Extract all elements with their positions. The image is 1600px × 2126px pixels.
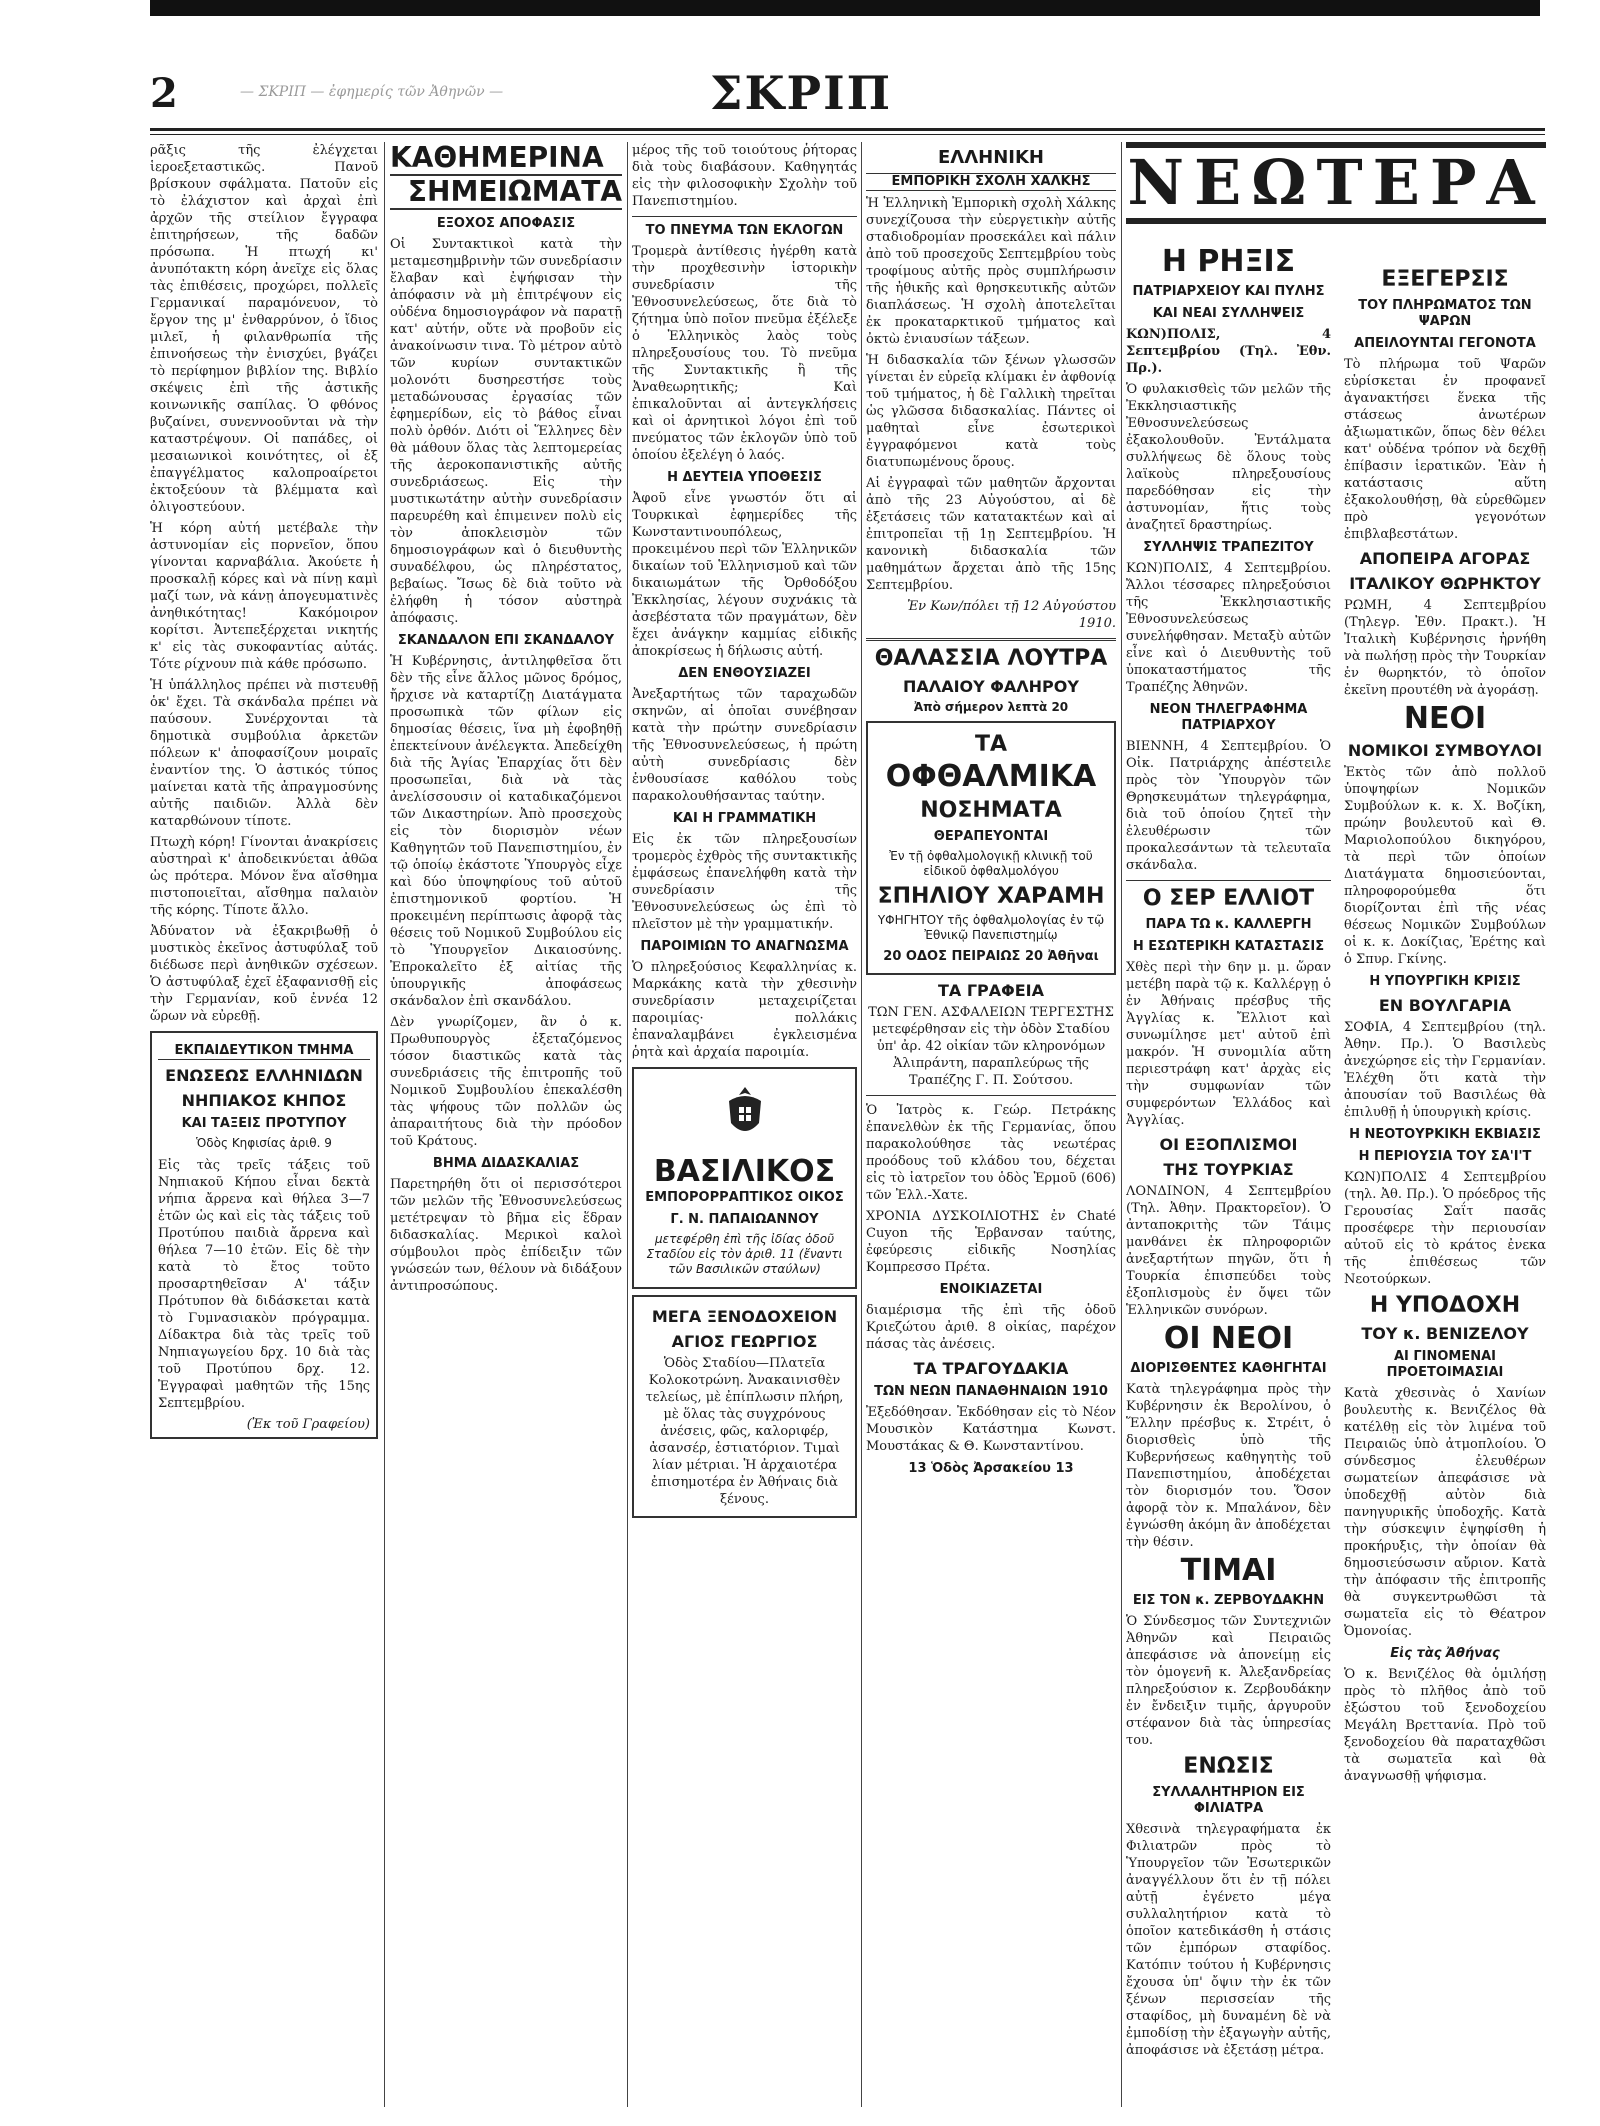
news-heading: Η ΡΗΞΙΣ: [1161, 244, 1296, 279]
article-title: ΕΛΛΗΝΙΚΗ: [938, 147, 1044, 168]
section-title: ΚΑΘΗΜΕΡΙΝΑ: [390, 142, 622, 176]
news-heading: Ο ΣΕΡ ΕΛΛΙΟΤ: [1142, 886, 1315, 911]
article-signature: Ἐν Κων/πόλει τῇ 12 Αὐγούστου 1910.: [907, 599, 1116, 631]
ad-title-4: ΘΕΡΑΠΕΥΟΝΤΑΙ: [933, 829, 1049, 844]
section-title-2: ΣΗΜΕΙΩΜΑΤΑ: [390, 176, 622, 210]
news-heading: ΕΝΩΣΙΣ: [1183, 1754, 1274, 1779]
news-text: Χθὲς περὶ τὴν 6ην μ. μ. ὥραν μετέβη παρὰ τῷ κ. Καλλέργῃ ὁ ἐν Ἀθήναις πρέσβυς τῆς Ἀγγλίας κ. Ἔλλιοτ καὶ συνωμίλησε μετ' αὐτοῦ ἐπὶ μακρόν. Ἡ συνομιλία αὕτη περιεστράφη κατ' ἀρχὰς εἰς τὴν συμφωνίαν τῶν συμφερόντων Ἑλλάδος καὶ Ἀγγλίας.: [1126, 960, 1331, 1128]
article-text: Παρετηρήθη ὅτι οἱ περισσότεροι τῶν μελῶν τῆς Ἐθνοσυνελεύσεως μετέτρεψαν τὸ βῆμα εἰς ἕδραν διδασκαλίας. Μερικοὶ καλοὶ σύμβουλοι πρὸς ἐπίδειξιν τῶν γνώσεών των, θέλουν νὰ διδάξουν ἀντιπροσώπους.: [390, 1177, 622, 1294]
news-subheading: Εἰς τὰς Ἀθήνας: [1390, 1646, 1500, 1661]
ad-doctor-name: ΣΠΗΛΙΟΥ ΧΑΡΑΜΗ: [877, 884, 1105, 909]
ad-line: ΕΜΠΟΡΟΡΡΑΠΤΙΚΟΣ ΟΙΚΟΣ: [645, 1190, 844, 1205]
ad-doctor-role: ΥΦΗΓΗΤΟΥ τῆς ὀφθαλμολογίας ἐν τῷ Ἐθνικῷ Πανεπιστημίῳ: [877, 913, 1105, 942]
article-heading: ΒΗΜΑ ΔΙΔΑΣΚΑΛΙΑΣ: [432, 1156, 580, 1171]
news-heading-2: ΤΟΥ ΠΛΗΡΩΜΑΤΟΣ ΤΩΝ ΨΑΡΩΝ: [1358, 298, 1532, 329]
ad-address: 13 Ὁδὸς Ἀρσακείου 13: [908, 1461, 1074, 1476]
advertisement-baths: [866, 647, 1116, 715]
royal-crest-icon: [715, 1083, 775, 1143]
news-heading-2: ΤΟΥ κ. ΒΕΝΙΖΕΛΟΥ: [1361, 1324, 1529, 1343]
ad-title: ΘΑΛΑΣΣΙΑ ΛΟΥΤΡΑ: [874, 646, 1108, 671]
article-text: Αἱ ἐγγραφαὶ τῶν μαθητῶν ἄρχονται ἀπὸ τῆς 23 Αὐγούστου, αἱ δὲ ἐξετάσεις τῶν κατατακτέων καὶ αἱ ἐπιτροπεῖαι τῇ 1ῃ Σεπτεμβρίου. Ἡ κανονικὴ διδασκαλία τῶν μαθημάτων ἄρχεται ἀπὸ τῆς 15ης Σεπτεμβρίου.: [866, 476, 1116, 593]
ad-text: ΤΩΝ ΓΕΝ. ΑΣΦΑΛΕΙΩΝ ΤΕΡΓΕΣΤΗΣ μετεφέρθησαν εἰς τὴν ὁδὸν Σταδίου ὑπ' ἀρ. 42 οἰκίαν τῶν κληρονόμων Ἀλιπράντη, παραπλεύρως τῆς Τραπέζης Γ. Π. Σούτσου.: [868, 1005, 1114, 1088]
ad-title: ΕΝΟΙΚΙΑΖΕΤΑΙ: [939, 1282, 1043, 1297]
ad-title-3: ΝΟΣΗΜΑΤΑ: [920, 798, 1062, 823]
ad-text: Ὁδὸς Σταδίου—Πλατεῖα Κολοκοτρώνη. Ἀνακαινισθὲν τελείως, μὲ ἐπίπλωσιν πλήρη, μὲ ὅλας τὰς συγχρόνους ἀνέσεις, φῶς, καλοριφέρ, ἀσανσέρ, ἑστιατόριον. Τιμαὶ λίαν μέτριαι. Ἡ ἀρχαιοτέρα ἐπισημοτέρα ἐν Ἀθήναις διὰ ξένους.: [645, 1356, 844, 1507]
article-text: Τρομερὰ ἀντίθεσις ἠγέρθη κατὰ τὴν προχθεσινὴν ἱστορικὴν συνεδρίασιν τῆς Ἐθνοσυνελεύσεως, ὅτε διὰ τὸ ζήτημα ὑπὸ ποῖον πνεῦμα ἐξέλεξε ὁ Ἑλληνικὸς λαὸς τοὺς πληρεξουσίους του. Τὸ πνεῦμα τῆς Συντακτικῆς ἢ τῆς Ἀναθεωρητικῆς; Καὶ ἐπικαλοῦνται αἱ ἀντεγκλήσεις καὶ οἱ ἀρνητικοὶ λόγοι ἐπὶ τοῦ πνεύματος τῶν ἐκλογῶν ὑπὸ τοῦ ὁποίου ἐξελέγη ὁ λαός.: [632, 244, 857, 463]
column-5: [1126, 142, 1546, 2112]
news-text: Ὁ κ. Βενιζέλος θὰ ὁμιλήσῃ πρὸς τὸ πλῆθος ἀπὸ τοῦ ἐξώστου τοῦ ξενοδοχείου Μεγάλη Βρεττανία. Πρὸ τοῦ ξενοδοχείου θὰ παραταχθῶσι τὰ σωματεῖα καὶ θὰ ἀναγνωσθῇ ψήφισμα.: [1344, 1667, 1546, 1784]
column-divider: [384, 142, 385, 2107]
news-text: Τὸ πλήρωμα τοῦ Ψαρῶν εὑρίσκεται ἐν προφανεῖ ἀγανακτήσει ἕνεκα τῆς στάσεως ἀνωτέρων ἀξιωματικῶν, ὅπως δὲν θέλει κατ' οὐδένα τρόπον νὰ δεχθῇ ἐπίβασιν ἱερατικῶν. Ἐὰν ἡ κατάστασις αὕτη ἐξακολουθήσῃ, θὰ εὑρεθῶμεν πρὸ γεγονότων ἐπιβλαβεστάτων.: [1344, 357, 1546, 542]
news-heading-2: ΔΙΟΡΙΣΘΕΝΤΕΣ ΚΑΘΗΓΗΤΑΙ: [1130, 1361, 1327, 1376]
news-heading: ΤΙΜΑΙ: [1180, 1553, 1277, 1588]
news-heading: Η ΥΠΟΥΡΓΙΚΗ ΚΡΙΣΙΣ: [1369, 974, 1521, 989]
ad-name: ΜΕΓΑ ΞΕΝΟΔΟΧΕΙΟΝ: [651, 1307, 838, 1326]
news-heading-3: ΑΠΕΙΛΟΥΝΤΑΙ ΓΕΓΟΝΟΤΑ: [1354, 336, 1536, 351]
article-paragraph: Πτωχὴ κόρη! Γίνονται ἀνακρίσεις αὐστηραὶ κ' ἀποδεικνύεται ἀθῶα ὡς πρότερα. Μόνον ἕνα αἴσθημα πιστοποιεῖται, αἴσθημα παλαιὸν τῆς κόρης. Τίποτε ἄλλο.: [150, 835, 378, 918]
ad-address: 20 ΟΔΟΣ ΠΕΙΡΑΙΩΣ 20 Ἀθῆναι: [883, 949, 1099, 964]
column-1: [150, 142, 378, 2112]
ad-name: ΒΑΣΙΛΙΚΟΣ: [653, 1154, 836, 1189]
news-subcolumn-left: [1126, 242, 1331, 2063]
news-heading: ΝΕΟΙ: [1403, 701, 1487, 736]
news-text: ΚΩΝ)ΠΟΛΙΣ 4 Σεπτεμβρίου (τηλ. Ἀθ. Πρ.). Ὁ πρόεδρος τῆς Γερουσίας Σαΐτ πασᾶς προσέφερε τὴν περιουσίαν αὐτοῦ εἰς τὸ κράτος ἐνεκα τῆς ἐπιθέσεως τῶν Νεοτούρκων.: [1344, 1170, 1546, 1287]
news-title: ΝΕΩΤΕΡΑ: [1126, 142, 1546, 224]
ad-title: ΤΑ ΤΡΑΓΟΥΔΑΚΙΑ: [913, 1359, 1069, 1378]
article-text: Δὲν γνωρίζομεν, ἂν ὁ κ. Πρωθυπουργὸς ἐξεταζόμενος τόσον διαστικῶς κατὰ τὰς συνεδριάσεις τῆς ἐπιτροπῆς τοῦ Νομικοῦ Συμβουλίου ἐπεκαλέσθη τὰς ψήφους τῶν πολλῶν ὡς ἀπαραιτήτους διὰ τὴν πρόοδον τοῦ Κράτους.: [390, 1015, 622, 1149]
news-subheading: ΣΥΛΛΗΨΙΣ ΤΡΑΠΕΖΙΤΟΥ: [1143, 540, 1314, 555]
advertisement-insurance: [866, 981, 1116, 1089]
ad-text: Ὁ Ἰατρὸς κ. Γεώρ. Πετράκης ἐπανελθὼν ἐκ τῆς Γερμανίας, ὅπου παρακολούθησε τὰς νεωτέρας προόδους τοῦ κλάδου του, δέχεται εἰς τὸ ἰατρεῖον του ὁδὸς Ἑρμοῦ (606) τῶν Ἐλλ.-Χατε.: [866, 1103, 1116, 1203]
ad-text: ΧΡΟΝΙΑ ΔΥΣΚΟΙΛΙΟΤΗΣ ἐν Chaté Cuyon τῆς Ἑρβανσαν ταύτης, ἐφεύρεσις εἰδικῆς Νοσηλίας Κομπρεσσο Πρέτα.: [866, 1209, 1116, 1275]
advertisement-tailor: [632, 1067, 857, 1289]
article-title-2: ΕΜΠΟΡΙΚΗ ΣΧΟΛΗ ΧΑΛΚΗΣ: [866, 173, 1116, 191]
ad-title: ΤΑ ΓΡΑΦΕΙΑ: [937, 981, 1045, 1000]
news-text: Ἐκτὸς τῶν ἀπὸ πολλοῦ ὑποψηφίων Νομικῶν Συμβούλων κ. κ. Χ. Βοζίκη, πρώην βουλευτοῦ καὶ Θ. Μαριολοπούλου δικηγόρου, τὰ περὶ τῶν ὁποίων Διατάγματα δημοσιεύονται, πληροφορούμεθα ὅτι διορίζονται ἐπὶ τῆς νέας θέσεως Νομικῶν Συμβούλων οἱ κ. κ. Δοκίζιας, Ἐρέτης καὶ ὁ Σπυρ. Γκίνης.: [1344, 765, 1546, 967]
notice-signature: (Ἐκ τοῦ Γραφείου): [246, 1417, 370, 1432]
ad-text: μετεφέρθη ἐπὶ τῆς ἰδίας ὁδοῦ Σταδίου εἰς τὸν ἀριθ. 11 (ἔναντι τῶν Βασιλικῶν σταύλων): [646, 1232, 843, 1276]
column-divider: [861, 142, 862, 2107]
news-text: Κατὰ χθεσινὰς ὁ Χανίων βουλευτὴς κ. Βενιζέλος θὰ κατέλθῃ εἰς τὸν λιμένα τοῦ Πειραιῶς ὑπὸ ἀτμοπλοίου. Ὁ σύνδεσμος ἐλευθέρων σωματείων ἀπεφάσισε νὰ ὑποδεχθῇ αὐτὸν διὰ πανηγυρικῆς ὑποδοχῆς. Κατὰ τὴν σύσκεψιν ἐψηφίσθη ἡ προκήρυξις, τὴν ὁποίαν θὰ δημοσιεύσωσιν αὔριον. Κατὰ τὴν ἀπόφασιν τῆς ἐπιτροπῆς θὰ συγκεντρωθῶσι τὰ σωματεῖα εἰς τὸ Θέατρον Ὀμονοίας.: [1344, 1386, 1546, 1639]
ad-owner: Γ. Ν. ΠΑΠΑΙΩΑΝΝΟΥ: [670, 1212, 819, 1227]
news-heading-2: ΕΝ ΒΟΥΛΓΑΡΙΑ: [1378, 996, 1512, 1015]
article-text: Ἡ διδασκαλία τῶν ξένων γλωσσῶν γίνεται ἐν εὐρεῖᾳ κλίμακι ἐν ἀφθονίᾳ τοῦ τμήματος, ἡ δὲ Γαλλικὴ τηρεῖται ὡς γλῶσσα διδασκαλίας. Πάντες οἱ μαθηταὶ εἶνε ἐσωτερικοὶ ἐγγραφόμενοι κατὰ τοὺς διατυπωμένους ὅρους.: [866, 353, 1116, 470]
article-heading: ΔΕΝ ΕΝΘΟΥΣΙΑΖΕΙ: [678, 666, 811, 681]
notice-subtitle: ΚΑΙ ΤΑΞΕΙΣ ΠΡΟΤΥΠΟΥ: [181, 1116, 347, 1131]
article-heading: Η ΔΕΥΤΕΙΑ ΥΠΟΘΕΣΙΣ: [667, 470, 822, 485]
article-paragraph: ρᾶξις τῆς ἐλέγχεται ἱεροεξεταστικῶς. Πανοῦ βρίσκουν σφάλματα. Πατοῦν εἰς τὸ ἐλάχιστον καὶ ἀρχαὶ ἐπὶ ἀρχῶν τῆς στείλιον ἔγγραφα ἐπιτηρήσεων, τῆς δαδῶν πρόσωπα. Ἡ πτωχή κι' ἀνυπότακτη κόρη ἀνεῖχε εἰς ὅλας τὰς ἐπιθέσεις, προχώρει, πολλεῖς Γερμανικαί παραμόνευον, τὸ ἔργον της μ' ἐνθαρρύνον, ὁ ἴδιος μιλεῖ, ἡ φιλανθρωπία τῆς ἐπινοήσεως τὴν ἐνισχύει, βγάζει τὸ περίφημον βιβλίον της. Βιβλίο σκέψεις ἐπὶ τῆς ἀστικῆς κοινωνικῆς σαπίλας. Ὁ φθόνος βυζαίνει, συνεννοοῦνται νὰ τὴν καταστρέψουν. Οἱ παπάδες, οἱ μεσαιωνικοὶ κοινότητες, οἱ ἐξ ἐπαγγέλματος καλοπροαίρετοι ἐκτοξεύουν τὰ βλέμματα καὶ ὀλιγοστεύουν.: [150, 143, 378, 515]
news-heading-2: ΝΟΜΙΚΟΙ ΣΥΜΒΟΥΛΟΙ: [1347, 741, 1543, 760]
page-number: 2: [150, 70, 178, 117]
ad-text: Ἐξεδόθησαν. Ἐκδόθησαν εἰς τὸ Νέον Μουσικὸν Κατάστημα Κωνστ. Μουστάκας & Θ. Κωνσταντίνου.: [866, 1405, 1116, 1454]
news-text: Κατὰ τηλεγράφημα πρὸς τὴν Κυβέρνησιν ἐκ Βερολίνου, ὁ Ἕλλην πρέσβυς κ. Στρέιτ, ὁ διορισθεὶς ὑπὸ τῆς Κυβερνήσεως καθηγητὴς τοῦ Πανεπιστημίου, ἀποδέχεται τὸν διορισμόν του. Ὅσον ἀφορᾷ τὸν κ. Μπαλάνον, δὲν ἐγνώσθη ἀκόμη ἂν ἀποδέχεται τὴν θέσιν.: [1126, 1382, 1331, 1550]
article-text: Ἀνεξαρτήτως τῶν ταραχωδῶν σκηνῶν, αἱ ὁποῖαι συνέβησαν κατὰ τὴν πρώτην συνεδρίασιν τῆς Ἐθνοσυνελεύσεως, ἡ πρώτη αὐτὴ συνεδρίασις δὲν ἐνθουσίασε καθόλου τοὺς παρακολουθήσαντας ταύτην.: [632, 687, 857, 804]
news-subheading: ΝΕΟΝ ΤΗΛΕΓΡΑΦΗΜΑ ΠΑΤΡΙΑΡΧΟΥ: [1149, 702, 1308, 733]
notice-text: Εἰς τὰς τρεῖς τάξεις τοῦ Νηπιακοῦ Κήπου εἶναι δεκτὰ νήπια ἄρρενα καὶ θήλεα 3—7 ἐτῶν ὡς καὶ εἰς τὰς τάξεις τοῦ Προτύπου παιδιὰ ἄρρενα καὶ θήλεα 7—10 ἐτῶν. Εἰς δὲ τὴν κατὰ τὸ ἔτος τοῦτο προσαρτηθεῖσαν Α' τάξιν Πρότυπον θὰ διδάσκεται κατὰ τὸ Γυμνασιακὸν πρόγραμμα. Δίδακτρα διὰ τὰς τρεῖς τοῦ Νηπιαγωγείου δρχ. 10 διὰ τὰς τοῦ Προτύπου δρχ. 12. Ἐγγραφαὶ μαθητῶν τῆς 15ης Σεπτεμβρίου.: [158, 1158, 370, 1411]
news-subcolumn-right: [1344, 262, 1546, 1789]
page-header: [150, 66, 1545, 132]
article-paragraph: Ἀδύνατον νὰ ἐξακριβωθῇ ὁ μυστικὸς ἐκεῖνος ἀστυφύλαξ τοῦ διέδωσε περὶ ἀνηθικῶν σχέσεων. Ὁ ἀστυφύλαξ ἐχεῖ ἐξαφανισθῇ εἰς τὴν Γερμανίαν, κοῦ ἐννέα 12 ὥρων νὰ εὐρεθῇ.: [150, 924, 378, 1024]
header-rule-thin: [150, 134, 1545, 135]
news-heading-3: ΚΑΙ ΝΕΑΙ ΣΥΛΛΗΨΕΙΣ: [1152, 306, 1305, 321]
column-divider: [627, 142, 628, 2107]
advertisement-hotel: [632, 1295, 857, 1518]
news-heading-3: Η ΕΣΩΤΕΡΙΚΗ ΚΑΤΑΣΤΑΣΙΣ: [1132, 939, 1325, 954]
ad-line: ΑΓΙΟΣ ΓΕΩΡΓΙΟΣ: [671, 1332, 818, 1351]
ad-text: Ἐν τῇ ὀφθαλμολογικῇ κλινικῇ τοῦ εἰδικοῦ ὀφθαλμολόγου: [889, 849, 1093, 878]
notice-address: Ὁδὸς Κηφισίας ἀριθ. 9: [196, 1136, 332, 1150]
news-text: ΒΙΕΝΝΗ, 4 Σεπτεμβρίου. Ὁ Οἰκ. Πατριάρχης ἀπέστειλε πρὸς τὸν Ὑπουργὸν τῶν Θρησκευμάτων τηλεγράφημα, διὰ τοῦ ὁποίου ζητεῖ τὴν ἐλευθέρωσιν τῶν προκαλεσάντων τὰ τελευταῖα σκάνδαλα.: [1126, 739, 1331, 873]
divider: [866, 638, 1116, 641]
column-divider: [1121, 142, 1122, 2107]
news-text: Ὁ Σύνδεσμος τῶν Συντεχνιῶν Ἀθηνῶν καὶ Πειραιῶς ἀπεφάσισε νὰ ἀπονείμῃ εἰς τὸν ὁμογενῆ κ. Ἀλεξανδρείας πληρεξούσιον κ. Ζερβουδάκην ἐν ἔνδειξιν τιμῆς, ἀργυροῦν στέφανον διὰ τὰς ὑπηρεσίας του.: [1126, 1614, 1331, 1748]
article-text: Ἡ Ἑλληνικὴ Ἐμπορικὴ σχολὴ Χάλκης συνεχίζουσα τὴν εὐεργετικὴν αὐτῆς σταδιοδρομίαν προσεκάλει καὶ πάλιν ἀπὸ τοῦ προσεχοῦς Σεπτεμβρίου τοὺς τροφίμους αὐτῆς πρὸς συμπλήρωσιν τῆς ἠθικῆς καὶ θρησκευτικῆς αὐτῶν διαπλάσεως. Ἡ σχολὴ ἀποτελεῖται ἐκ προκαταρκτικοῦ τμήματος καὶ ὀκτὼ ἐνιαυσίων τάξεων.: [866, 196, 1116, 347]
notice-title: ΕΚΠΑΙΔΕΥΤΙΚΟΝ ΤΜΗΜΑ: [158, 1043, 370, 1060]
header-rule: [150, 128, 1545, 131]
news-dateline: ΚΩΝ)ΠΟΛΙΣ, 4 Σεπτεμβρίου (Τηλ. Ἐθν. Πρ.).: [1126, 327, 1331, 376]
article-heading: ΕΞΟΧΟΣ ΑΠΟΦΑΣΙΣ: [436, 216, 576, 231]
article-text: Εἰς ἐκ τῶν πληρεξουσίων τρομερὸς ἐχθρὸς τῆς συντακτικῆς ἐμφάσεως ἐπανελήφθη κατὰ τὴν συνεδρίασιν τῆς Ἐθνοσυνελεύσεως ὡς ἐπὶ τὸ πλεῖστον μὲ τὴν γραμματικήν.: [632, 832, 857, 932]
news-text: ΛΟΝΔΙΝΟΝ, 4 Σεπτεμβρίου (Τηλ. Ἀθην. Πρακτορεῖον). Ὁ ἀνταποκριτὴς τῶν Τάιμς μανθάνει ἐκ πληροφοριῶν ἀνεξαρτήτων πηγῶν, ὅτι ἡ Τουρκία ἐπισπεύδει τοὺς ἐξοπλισμοὺς ἐν ὄψει τῶν Ἑλληνικῶν συνόρων.: [1126, 1184, 1331, 1318]
top-edge-band: [150, 0, 1540, 16]
divider: [866, 1095, 1116, 1096]
ad-subtitle: ΠΑΛΑΙΟΥ ΦΑΛΗΡΟΥ: [903, 677, 1079, 696]
column-3: [632, 142, 857, 2112]
school-notice-box: [150, 1031, 378, 1439]
news-text: ΡΩΜΗ, 4 Σεπτεμβρίου (Τηλεγρ. Ἐθν. Πρακτ.). Ἡ Ἰταλικὴ Κυβέρνησις ἠρνήθη νὰ πωλήσῃ πρὸς τὴν Τουρκίαν ἐν θωρηκτόν, τὸ ὁποῖον ἐκεῖνη προυτέθη νὰ ἀγοράσῃ.: [1344, 598, 1546, 698]
divider: [632, 216, 857, 217]
news-heading: Η ΝΕΟΤΟΥΡΚΙΚΗ ΕΚΒΙΑΣΙΣ: [1349, 1127, 1541, 1142]
article-text: Ἡ Κυβέρνησις, ἀντιληφθεῖσα ὅτι δὲν τῆς εἶνε ἄλλος μῶνος δρόμος, ἤρχισε νὰ καταρτίζῃ Διατάγματα προσωπικὰ τῶν φίλων εἰς δημοσίας θέσεις, ἵνα μὴ ἐφοβηθῇ ἐπεκτείνουν ἀνέλεγκτα. Ἀπεδείχθη διὰ τῆς Ἁγίας Ἐπαρχίας ὅτι δὲν προσωπεῖαι, διὰ νὰ τὰς ἀνελίσσουσιν οἱ καταδικαζόμενοι τῶν Δικαστηρίων. Ἀπὸ προσεχοὺς εἰς τὸν διορισμὸν νέων Καθηγητῶν τοῦ Πανεπιστημίου, ἐν τῷ ὁποίῳ ἐκάστοτε Ὑπουργὸς εἶχε καὶ δύο ὑποψηφίους τοῦ αὐτοῦ ἐπιστημονικοῦ φορτίου. Ἡ προκειμένη περίπτωσις ἀφορᾷ τὰς θέσεις τοῦ Νομικοῦ Συμβούλου εἰς τὸ Ὑπουργεῖον Δικαιοσύνης. Ἐπροκαλεῖτο ἐξ αἰτίας τῆς ὑπουργικῆς ἀποφάσεως σκάνδαλον ἐπὶ σκανδάλου.: [390, 654, 622, 1009]
header-faint-text: — ΣΚΡΙΠ — ἐφημερίς τῶν Ἀθηνῶν —: [240, 84, 504, 100]
news-heading-2: ΤΗΣ ΤΟΥΡΚΙΑΣ: [1163, 1160, 1294, 1179]
news-banner: [1126, 142, 1546, 230]
column-2: [390, 142, 622, 2112]
article-paragraph: Ἡ κόρη αὐτή μετέβαλε τὴν ἀστυνομίαν εἰς πορνεῖον, ὅπου γίνονται καρναβάλια. Ἀκούετε ἡ προσκαλῇ κόρες καὶ νὰ πίνῃ καμὶ μαζί των, νὰ κάνῃ ἀπογευματινὲς ἀνηθικότητας! Κακόμοιρον κορίτσι. Ἀντεπεξέρχεται νικητής κ' εἰς τὰς συκοφαντίας αὐτάς. Τότε ρίχνουν πιὰ κάθε πρόσωπο.: [150, 521, 378, 672]
news-heading-2: Η ΠΕΡΙΟΥΣΙΑ ΤΟΥ ΣΑ'Ι'Τ: [1358, 1149, 1532, 1164]
news-heading-2: ΙΤΑΛΙΚΟΥ ΘΩΡΗΚΤΟΥ: [1349, 574, 1541, 593]
news-text: Ὁ φυλακισθεὶς τῶν μελῶν τῆς Ἐκκλησιαστικῆς Ἐθνοσυνελεύσεως ἐξακολουθοῦν. Ἐντάλματα συλλήψεως δὲ ὅλους τοὺς λαϊκοὺς πληρεξουσίους παρεδόθησαν εἰς τὴν ἀστυνομίαν, ἥτις τοὺς ἀναζητεῖ δραστηρίως.: [1126, 382, 1331, 533]
article-text: μέρος τῆς τοῦ τοιούτους ῥήτορας διὰ τοὺς διαβάσουν. Καθηγητάς εἰς τὴν φιλοσοφικὴν Σχολὴν τοῦ Πανεπιστημίου.: [632, 143, 857, 209]
news-text: ΚΩΝ)ΠΟΛΙΣ, 4 Σεπτεμβρίου. Ἄλλοι τέσσαρες πληρεξούσιοι τῆς Ἐκκλησιαστικῆς Ἐθνοσυνελεύσεως συνελήφθησαν. Μεταξὺ αὐτῶν εἶνε καὶ ὁ Διευθυντὴς τοῦ ὑποκαταστήματος τῆς Τραπέζης Ἀθηνῶν.: [1126, 561, 1331, 695]
ad-title-2: ΟΦΘΑΛΜΙΚΑ: [885, 759, 1097, 794]
column-4: [866, 142, 1116, 2112]
news-heading: ΟΙ ΝΕΟΙ: [1163, 1321, 1294, 1356]
news-text: Χθεσινὰ τηλεγραφήματα ἐκ Φιλιατρῶν πρὸς τὸ Ὑπουργεῖον τῶν Ἐσωτερικῶν ἀναγγέλλουν ὅτι ἐν τῇ πόλει αὐτῇ ἐγένετο μέγα συλλαλητήριον κατὰ τὸ ὁποῖον κατεδικάσθη ἡ στάσις τῶν ἐμπόρων σταφίδος. Κατόπιν τούτου ἡ Κυβέρνησις ἔχουσα ὑπ' ὄψιν τὴν ἐκ τῶν ξένων περισσείαν τῆς σταφίδος, μὴ δυναμένη δὲ νὰ ἐμποδίσῃ τὴν ἐξαγωγὴν αὐτῆς, ἀποφάσισε νὰ ἐξετάσῃ μέτρα.: [1126, 1822, 1331, 2058]
notice-title-3: ΝΗΠΙΑΚΟΣ ΚΗΠΟΣ: [181, 1091, 347, 1110]
article-heading: ΠΑΡΟΙΜΙΩΝ ΤΟ ΑΝΑΓΝΩΣΜΑ: [640, 939, 849, 954]
article-heading: ΤΟ ΠΝΕΥΜΑ ΤΩΝ ΕΚΛΟΓΩΝ: [645, 223, 844, 238]
ad-text: διαμέρισμα τῆς ἐπὶ τῆς ὁδοῦ Κριεζώτου ἀριθ. 8 οἰκίας, παρέχον πάσας τὰς ἀνέσεις.: [866, 1303, 1116, 1352]
article-text: Οἱ Συντακτικοὶ κατὰ τὴν μεταμεσημβρινὴν τῶν συνεδρίασιν ἔλαβαν καὶ ἐψήφισαν τὴν ἀπόφασιν νὰ μὴ ἐπιτρέψουν εἰς οὐδένα δημοσιογράφον νὰ παρατῇ κατ' αὐτήν, οὔτε νὰ προβοῦν εἰς ἀνακοίνωσιν τινα. Τὸ μέτρον αὐτὸ τῶν κυρίων συντακτικῶν μολονότι δυσηρεστήσε τοὺς μεταδώνουσας ἐργασίας τῶν ἐφημερίδων, εἰς τὸ βάθος εἶναι πολὺ ὀρθόν. Διότι οἱ Ἕλληνες δὲν θὰ μάθουν ὅλας τὰς λεπτομερείας τῆς ἀεροκοπανιστικῆς αὐτῆς συνεδριάσεως. Εἰς τὴν μυστικωτάτην αὐτὴν συνεδρίασιν παρευρέθη καὶ ἐπιμεινεν πολὺ εἰς τὸν ἀποκλεισμὸν τῶν δημοσιογράφων καὶ ὁ διευθυντὴς συναδέλφου, ὡς πληρέστατος, βεβαίως. Ἴσως δὲ διὰ τοῦτο νὰ ἐλήφθη ἡ τόσον αὐστηρὰ ἀπόφασις.: [390, 237, 622, 626]
ad-title: ΤΑ: [974, 732, 1008, 757]
article-heading: ΣΚΑΝΔΑΛΟΝ ΕΠΙ ΣΚΑΝΔΑΛΟΥ: [397, 633, 615, 648]
news-heading-3: ΑΙ ΓΙΝΟΜΕΝΑΙ ΠΡΟΕΤΟΙΜΑΣΙΑΙ: [1386, 1349, 1504, 1380]
article-paragraph: Ἡ ὑπάλληλος πρέπει νὰ πιστευθῇ ὁκ' ἔχει. Τὰ σκάνδαλα πρέπει νὰ παύσουν. Συνέρχονται τὰ δημοτικὰ συμβούλια ἀρκετῶν πόλεων κ' ἀποφασίζουν μοιραῖς ἐναντίον της. Ὁ ἀστικός τύπος μαίνεται κατὰ τῆς ἀπραγμοσύνης αὐτῆς παιδιῶν. Ἀλλὰ δὲν καταρθώνουν τίποτε.: [150, 678, 378, 829]
article-text: Ἀφοῦ εἶνε γνωστόν ὅτι αἱ Τουρκικαὶ ἐφημερίδες τῆς Κωνσταντινουπόλεως, προκειμένου περὶ τῶν Ἑλληνικῶν δικαίων τοῦ Ἑλληνισμοῦ καὶ τῶν δικαιωμάτων τῆς Ὀρθοδόξου Ἐκκλησίας, λέγουν συχνάκις τὰ ἀσεβέστατα τῶν πραγμάτων, δὲν ἔχει ἀνάγκην καμμίας εἰδικῆς ἀποκρίσεως ἡ δήλωσις αὐτή.: [632, 491, 857, 659]
notice-title-2: ΕΝΩΣΕΩΣ ΕΛΛΗΝΙΔΩΝ: [165, 1066, 363, 1085]
ad-subtitle: ΤΩΝ ΝΕΩΝ ΠΑΝΑΘΗΝΑΙΩΝ 1910: [874, 1384, 1108, 1399]
news-heading-2: ΣΥΛΛΑΛΗΤΗΡΙΟΝ ΕΙΣ ΦΙΛΙΑΤΡΑ: [1152, 1785, 1305, 1816]
news-heading-2: ΠΑΡΑ ΤΩ κ. ΚΑΛΛΕΡΓΗ: [1145, 917, 1312, 932]
news-heading-2: ΕΙΣ ΤΟΝ κ. ΖΕΡΒΟΥΔΑΚΗΝ: [1132, 1593, 1325, 1608]
news-heading: Η ΥΠΟΔΟΧΗ: [1369, 1293, 1521, 1318]
advertisement-eye-clinic: [866, 721, 1116, 975]
news-heading-2: ΠΑΤΡΙΑΡΧΕΙΟΥ ΚΑΙ ΠΥΛΗΣ: [1132, 284, 1325, 299]
news-text: ΣΟΦΙΑ, 4 Σεπτεμβρίου (τηλ. Ἀθην. Πρ.). Ὁ Βασιλεὺς ἀνεχώρησε εἰς τὴν Γερμανίαν. Ἐλέχθη ὅτι κατὰ τὴν ἀπουσίαν τοῦ Βασιλέως θὰ ἐπιλυθῇ ἡ ὑπουργικὴ κρίσις.: [1344, 1020, 1546, 1120]
news-heading: ΟΙ ΕΞΟΠΛΙΣΜΟΙ: [1159, 1135, 1298, 1154]
ad-text: Ἀπὸ σήμερον λεπτὰ 20: [913, 700, 1069, 714]
masthead-title: ΣΚΡΙΠ: [710, 66, 893, 120]
article-text: Ὁ πληρεξούσιος Κεφαλληνίας κ. Μαρκάκης κατὰ τὴν χθεσινὴν συνεδρίασιν μεταχειρίζεται παροιμίας· πολλάκις ἐπαναλαμβάνει ἐγκλεισμένα ῥητὰ καὶ ἀρχαία παροιμία.: [632, 960, 857, 1060]
news-heading: ΑΠΟΠΕΙΡΑ ΑΓΟΡΑΣ: [1359, 549, 1531, 568]
divider: [1126, 880, 1331, 881]
article-heading: ΚΑΙ Η ΓΡΑΜΜΑΤΙΚΗ: [672, 811, 817, 826]
news-heading: ΕΞΕΓΕΡΣΙΣ: [1381, 267, 1509, 292]
